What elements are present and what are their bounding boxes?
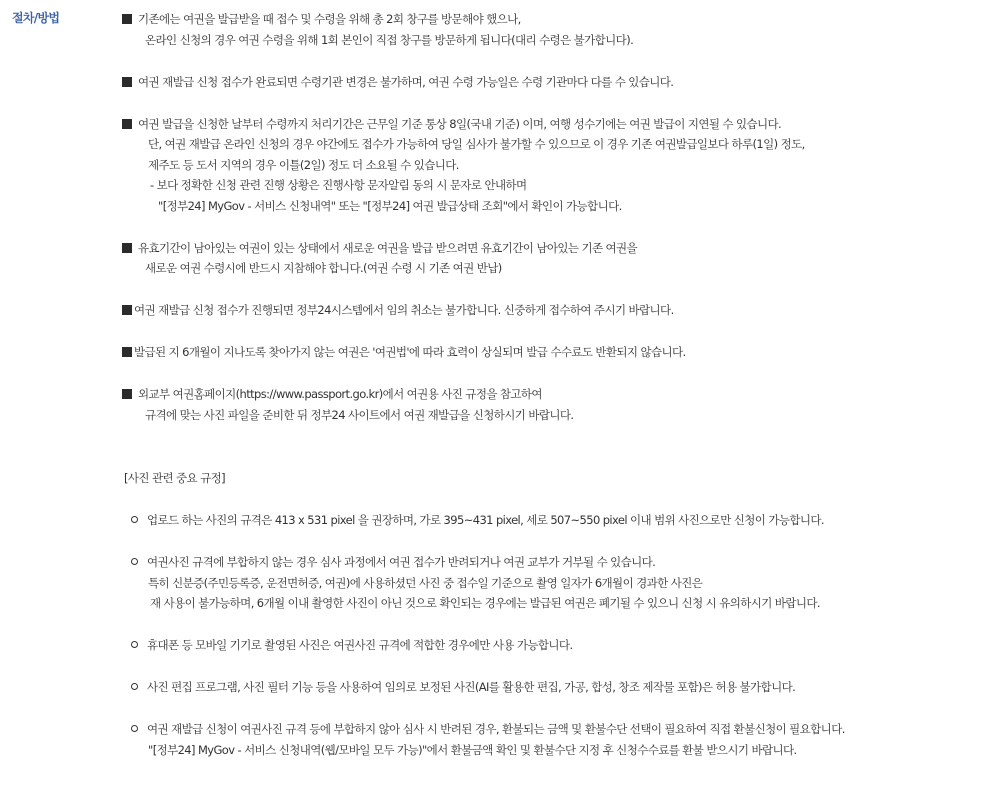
bullet-circle-icon bbox=[131, 641, 138, 648]
bullet-square-icon bbox=[122, 119, 132, 129]
photo-rule-text: 사진 편집 프로그램, 사진 필터 기능 등을 사용하여 임의로 보정된 사진(AI를 활용한 편집, 가공, 합성, 창조 제작물 포함)은 허용 불가합니다. bbox=[147, 680, 796, 694]
bullet-circle-icon bbox=[131, 516, 138, 523]
bullet-square-icon bbox=[122, 77, 132, 87]
photo-rule-item bbox=[122, 635, 982, 656]
bullet-circle-icon bbox=[131, 683, 138, 690]
notice-text: 새로운 여권 수령시에 반드시 지참해야 합니다.(여권 수령 시 기존 여권 반납) bbox=[145, 261, 502, 275]
notice-item bbox=[122, 238, 982, 259]
notice-text: 여권 재발급 신청 접수가 진행되면 정부24시스템에서 임의 취소는 불가합니다. 신중하게 접수하여 주시기 바랍니다. bbox=[134, 303, 674, 317]
bullet-square-icon bbox=[122, 14, 132, 24]
photo-rule-text: 휴대폰 등 모바일 기기로 촬영된 사진은 여권사진 규격에 적합한 경우에만 사용 가능합니다. bbox=[147, 638, 573, 652]
notice-item bbox=[122, 9, 982, 30]
bullet-circle-icon bbox=[131, 558, 138, 565]
notice-text: 여권 발급을 신청한 날부터 수령까지 처리기간은 근무일 기준 통상 8일(국내 기준) 이며, 여행 성수기에는 여권 발급이 지연될 수 있습니다. bbox=[138, 116, 782, 131]
photo-rule-text: 재 사용이 불가능하며, 6개월 이내 촬영한 사진이 아닌 것으로 확인되는 경우에는 발급된 여권은 폐기될 수 있으니 신청 시 유의하시기 바랍니다. bbox=[150, 596, 820, 610]
photo-rules-heading: [사진 관련 중요 규정] bbox=[124, 471, 226, 485]
notice-text: 발급된 지 6개월이 지나도록 찾아가지 않는 여권은 '여권법'에 따라 효력이 상실되며 발급 수수료도 반환되지 않습니다. bbox=[134, 345, 686, 359]
section-label: 절차/방법 bbox=[12, 11, 60, 25]
photo-rule-text: 여권사진 규격에 부합하지 않는 경우 심사 과정에서 여권 접수가 반려되거나 여권 교부가 거부될 수 있습니다. bbox=[147, 555, 656, 569]
photo-rule-item bbox=[122, 719, 982, 740]
bullet-square-icon bbox=[122, 305, 132, 315]
notice-text: 기존에는 여권을 발급받을 때 접수 및 수령을 위해 총 2회 창구를 방문해야 했으나, bbox=[138, 12, 521, 26]
notice-text: 규격에 맞는 사진 파일을 준비한 뒤 정부24 사이트에서 여권 재발급을 신청하시기 바랍니다. bbox=[145, 407, 574, 422]
notice-item bbox=[122, 342, 982, 363]
photo-rule-text: 특히 신분증(주민등록증, 운전면허증, 여권)에 사용하셨던 사진 중 접수일 기준으로 촬영 일자가 6개월이 경과한 사진은 bbox=[148, 575, 703, 590]
photo-rule-item bbox=[122, 552, 982, 573]
notice-text: 외교부 여권홈페이지(https://www.passport.go.kr)에서 여권용 사진 규정을 참고하여 bbox=[138, 387, 542, 401]
notice-text: 유효기간이 남아있는 여권이 있는 상태에서 새로운 여권을 발급 받으려면 유효기간이 남아있는 기존 여권을 bbox=[138, 240, 638, 255]
notice-item bbox=[122, 114, 982, 135]
notice-sub-text: "[정부24] MyGov - 서비스 신청내역" 또는 "[정부24] 여권 발급상태 조회"에서 확인이 가능합니다. bbox=[158, 198, 622, 213]
notice-text: 제주도 등 도서 지역의 경우 이틀(2일) 정도 더 소요될 수 있습니다. bbox=[148, 157, 459, 172]
notice-item bbox=[122, 72, 982, 93]
notice-text: 여권 재발급 신청 접수가 완료되면 수령기관 변경은 불가하며, 여권 수령 가능일은 수령 기관마다 다를 수 있습니다. bbox=[138, 74, 674, 89]
bullet-square-icon bbox=[122, 347, 132, 357]
photo-rule-text: 여권 재발급 신청이 여권사진 규격 등에 부합하지 않아 심사 시 반려된 경우, 환불되는 금액 및 환불수단 선택이 필요하여 직접 환불신청이 필요합니다. bbox=[147, 722, 845, 736]
bullet-square-icon bbox=[122, 243, 132, 253]
notice-text: 단, 여권 재발급 온라인 신청의 경우 야간에도 접수가 가능하여 당일 심사가 불가할 수 있으므로 이 경우 기존 여권발급일보다 하루(1일) 정도, bbox=[148, 137, 805, 151]
photo-rule-text: "[정부24] MyGov - 서비스 신청내역(웹/모바일 모두 가능)"에서 환불금액 확인 및 환불수단 지정 후 신청수수료를 환불 받으시기 바랍니다. bbox=[148, 742, 797, 757]
notice-item bbox=[122, 300, 982, 321]
bullet-circle-icon bbox=[131, 725, 138, 732]
procedure-content bbox=[122, 9, 982, 760]
notice-item bbox=[122, 384, 982, 405]
notice-sub-text: - 보다 정확한 신청 관련 진행 상황은 진행사항 문자알림 동의 시 문자로 안내하며 bbox=[150, 178, 527, 192]
notice-text: 온라인 신청의 경우 여권 수령을 위해 1회 본인이 직접 창구를 방문하게 됩니다(대리 수령은 불가합니다). bbox=[145, 32, 634, 47]
photo-rule-text: 업로드 하는 사진의 규격은 413 x 531 pixel 을 권장하며, 가로 395~431 pixel, 세로 507~550 pixel 이내 범위 사진으로만 신청이 가능합니다. bbox=[147, 513, 824, 527]
photo-rule-item bbox=[122, 510, 982, 531]
bullet-square-icon bbox=[122, 389, 132, 399]
photo-rule-item bbox=[122, 677, 982, 698]
